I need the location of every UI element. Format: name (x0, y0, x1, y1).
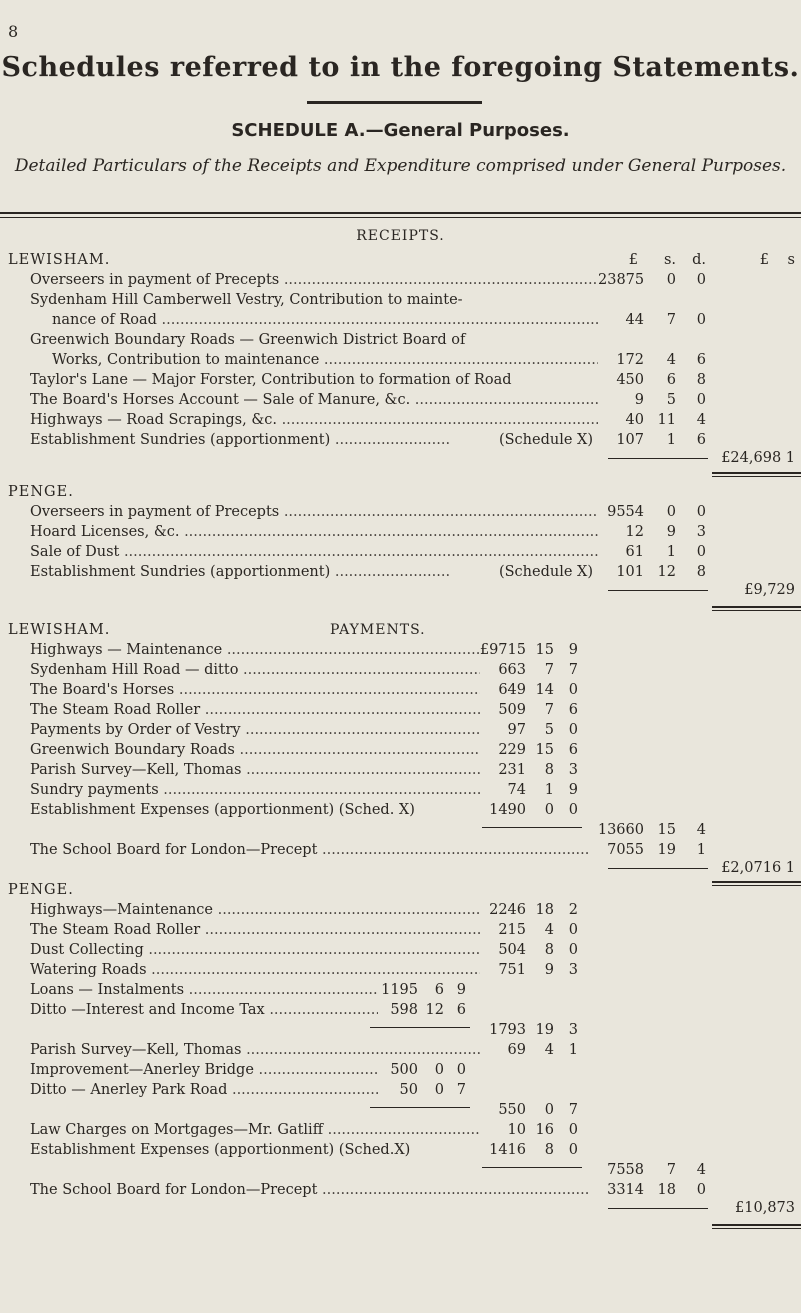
table-row: Parish Survey—Kell, Thomas ..... 69 4 1 (0, 1040, 801, 1060)
double-rule-thin (712, 885, 801, 886)
list-item: Overseers in payment of Precepts ..... 23875 0 0 (0, 270, 801, 290)
receipts-header: RECEIPTS. (356, 228, 445, 244)
table-row: Law Charges on Mortgages—Mr. Gatliff ..... 10 16 0 (0, 1120, 801, 1140)
section-penge-receipts: PENGE. (8, 484, 74, 500)
divider-top (0, 212, 801, 214)
list-item: Establishment Sundries (apportionment) ..... (Schedule X) 107 1 6 (0, 430, 801, 450)
total-receipts-lewisham: £24,698 1 (721, 450, 795, 466)
col-total-pounds: £ (759, 252, 769, 268)
heading-rule (307, 101, 482, 104)
table-row: Payments by Order of Vestry ..... 97 5 0 (0, 720, 801, 740)
schedule-subtitle: Detailed Particulars of the Receipts and Expenditure comprised under General Purposes. (14, 156, 787, 176)
list-item: Highways — Road Scrapings, &c. ..... 40 11 4 (0, 410, 801, 430)
double-rule (712, 881, 801, 883)
table-row: Dust Collecting ..... 504 8 0 (0, 940, 801, 960)
double-rule (712, 606, 801, 608)
list-item: Hoard Licenses, &c. ..... 12 9 3 (0, 522, 801, 542)
double-rule (712, 472, 801, 474)
rule (608, 1208, 708, 1209)
payments-header-row (0, 620, 801, 640)
list-item: Sale of Dust ..... 61 1 0 (0, 542, 801, 562)
table-row: The Board's Horses ..... 649 14 0 (0, 680, 801, 700)
table-row: Sydenham Hill Road — ditto ..... 663 7 7 (0, 660, 801, 680)
table-row: Establishment Expenses (apportionment) (Sched.X) 1416 8 0 (30, 1142, 578, 1158)
list-item: Greenwich Boundary Roads — Greenwich District Board of (30, 332, 466, 348)
double-rule-thin (712, 610, 801, 611)
section-penge-payments: PENGE. (8, 882, 74, 898)
col-total-s: s (787, 252, 795, 268)
total-payments-lewisham: £2,0716 1 (721, 860, 795, 876)
section-label-lewisham: LEWISHAM. (8, 252, 111, 268)
list-item: Establishment Sundries (apportionment) ..... (Schedule X) 101 12 8 (0, 562, 801, 582)
page-number: 8 (8, 22, 19, 41)
page-heading: Schedules referred to in the foregoing Statements. (1, 52, 800, 83)
table-row: Establishment Expenses (apportionment) (Sched. X) 1490 0 0 (30, 802, 578, 818)
total-receipts-penge: £9,729 (744, 582, 795, 598)
table-row: The School Board for London—Precept ..... 7055 19 1 (0, 840, 801, 860)
table-row: Greenwich Boundary Roads ..... 229 15 6 (0, 740, 801, 760)
table-row: The Steam Road Roller ..... 215 4 0 (0, 920, 801, 940)
list-item: Sydenham Hill Camberwell Vestry, Contribution to mainte- (30, 292, 463, 308)
double-rule (712, 1224, 801, 1226)
rule (608, 590, 708, 591)
subtotal-improvements: 550 0 7 (498, 1102, 578, 1118)
table-row: The Steam Road Roller ..... 509 7 6 (0, 700, 801, 720)
table-row: Improvement—Anerley Bridge ..... 500 0 0 (0, 1060, 801, 1080)
rule (608, 458, 708, 459)
payments-header: PAYMENTS. (330, 622, 426, 638)
list-item: The Board's Horses Account — Sale of Manure, &c. ..... 9 5 0 (0, 390, 801, 410)
subtotal-lewisham-payments: 13660 15 4 (597, 822, 706, 838)
receipts-column-headers (0, 250, 801, 270)
table-row: Ditto —Interest and Income Tax ..... 598 12 6 (0, 1000, 801, 1020)
section-label-lewisham-payments: LEWISHAM. (8, 622, 111, 638)
table-row: Loans — Instalments ..... 1195 6 9 (0, 980, 801, 1000)
col-pounds: £ (628, 252, 638, 268)
total-payments-penge: £10,873 (735, 1200, 795, 1216)
table-row: Ditto — Anerley Park Road ..... 50 0 7 (0, 1080, 801, 1100)
table-row: Watering Roads ..... 751 9 3 (0, 960, 801, 980)
table-row: Highways — Maintenance ..... £9715 15 9 (0, 640, 801, 660)
table-row: Sundry payments ..... 74 1 9 (0, 780, 801, 800)
double-rule-thin (712, 476, 801, 477)
col-pence: d. (692, 252, 706, 268)
table-row: Parish Survey—Kell, Thomas ..... 231 8 3 (0, 760, 801, 780)
divider-top-thin (0, 217, 801, 218)
schedule-title: SCHEDULE A.—General Purposes. (231, 120, 570, 141)
col-shillings: s. (663, 252, 676, 268)
subtotal-penge-payments: 7558 7 4 (607, 1162, 706, 1178)
list-item: Works, Contribution to maintenance ..... 172 4 6 (0, 350, 801, 370)
list-item: Taylor's Lane — Major Forster, Contribution to formation of Road 450 6 8 (30, 372, 706, 388)
table-row: The School Board for London—Precept ..... 3314 18 0 (0, 1180, 801, 1200)
subtotal-loans: 1793 19 3 (489, 1022, 578, 1038)
double-rule-thin (712, 1228, 801, 1229)
list-item: nance of Road ..... 44 7 0 (0, 310, 801, 330)
list-item: Overseers in payment of Precepts ..... 9554 0 0 (0, 502, 801, 522)
table-row: Highways—Maintenance ..... 2246 18 2 (0, 900, 801, 920)
